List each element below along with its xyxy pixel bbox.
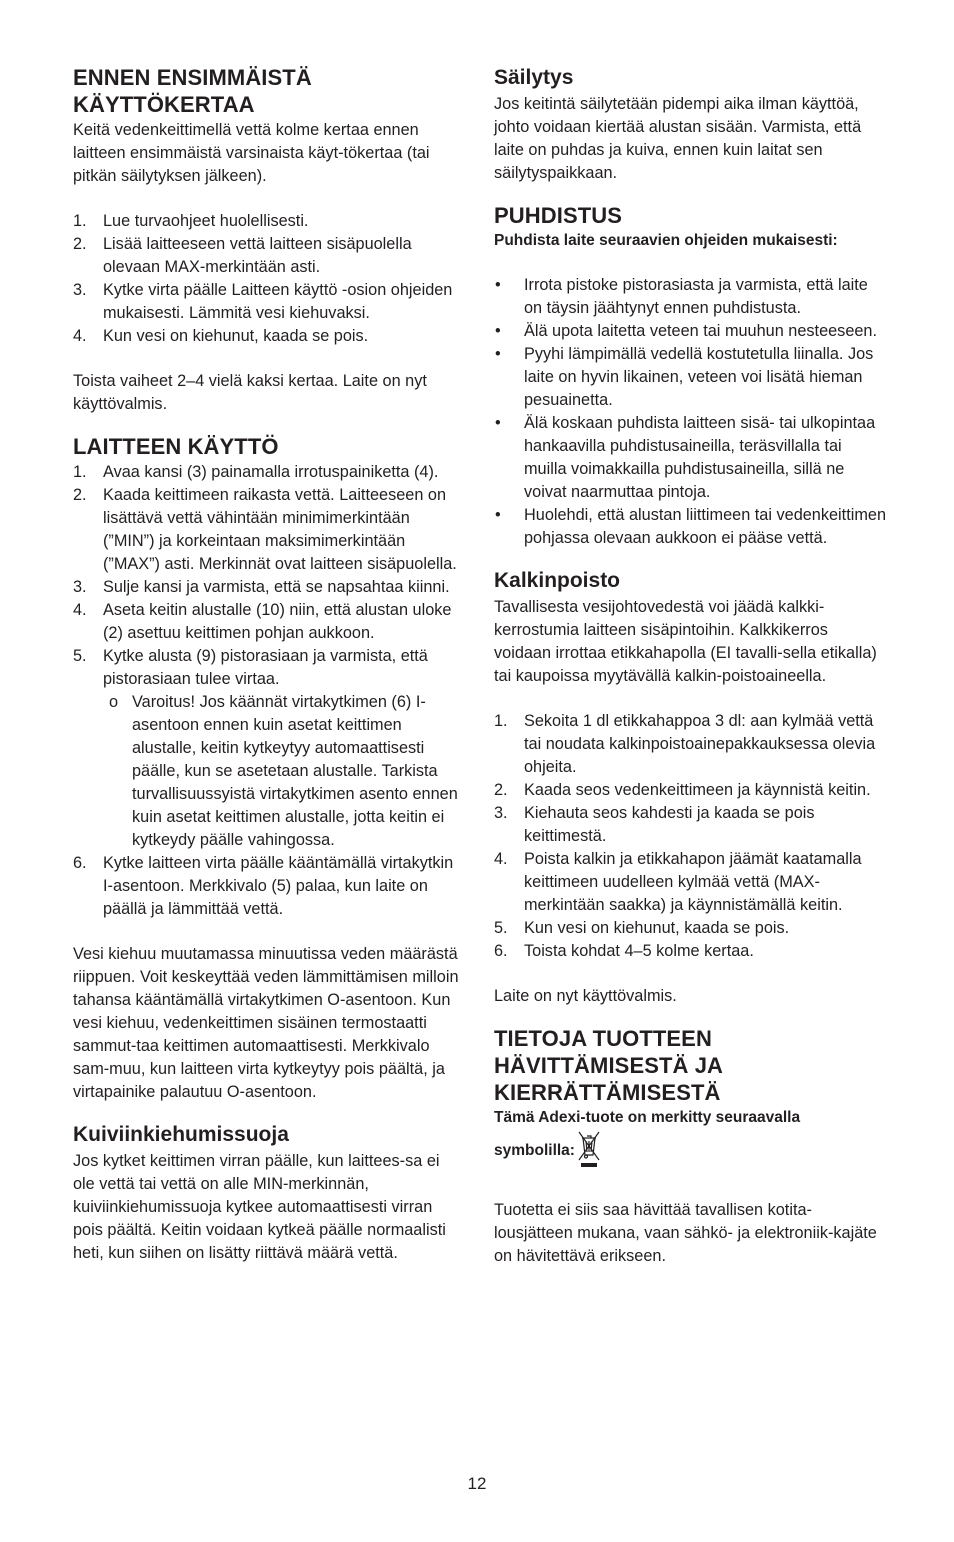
item-text: Kun vesi on kiehunut, kaada se pois. — [103, 327, 369, 345]
item-text: Avaa kansi (3) painamalla irrotuspainiketta (4). — [103, 463, 439, 481]
dry-boil-text: Jos kytket keittimen virran päälle, kun laittees-sa ei ole vettä tai vettä on alle MIN-merkinnän, kuiviinkiehumissuoja kytkee automaattisesti virran pois päältä. Keitin voidaan kytkeä päälle normaalisti heti, kun siihen on lisätty riittävä määrä vettä. — [73, 1152, 446, 1262]
item-number: 1. — [494, 712, 508, 730]
warning-sublist — [103, 691, 463, 852]
sub-bullet: o — [109, 693, 119, 711]
bullet: • — [495, 345, 501, 363]
item-text: Kytke alusta (9) pistorasiaan ja varmista, että pistorasiaan tulee virtaa. — [103, 647, 428, 688]
lead-line: Tämä Adexi-tuote on merkitty seuraavalla — [494, 1109, 801, 1126]
list-item — [73, 852, 463, 921]
item-text: Kiehauta seos kahdesti ja kaada se pois keittimestä. — [524, 804, 815, 845]
page-number: 12 — [467, 1474, 487, 1493]
warning-item — [103, 691, 463, 852]
list-item — [494, 848, 886, 917]
item-number: 3. — [73, 578, 87, 596]
bullet: • — [495, 276, 501, 294]
list-item — [494, 343, 886, 412]
disposal-text: Tuotetta ei siis saa hävittää tavallisen kotita-lousjätteen mukana, vaan sähkö- ja elektroniik-kajäte on hävitettävä erikseen. — [494, 1201, 877, 1265]
item-text: Irrota pistoke pistorasiasta ja varmista, että laite on täysin jäähtynyt ennen puhdistusta. — [524, 276, 868, 317]
item-text: Huolehdi, että alustan liittimeen tai vedenkeittimen pohjassa olevaan aukkoon ei pääse vettä. — [524, 506, 887, 547]
lead-text: symbolilla: — [494, 1142, 575, 1159]
list-item — [73, 233, 463, 279]
item-number: 2. — [73, 486, 87, 504]
left-column — [73, 64, 463, 1265]
item-number: 1. — [73, 463, 87, 481]
item-text: Toista kohdat 4–5 kolme kertaa. — [524, 942, 754, 960]
item-text: Sulje kansi ja varmista, että se napsahtaa kiinni. — [103, 578, 450, 596]
disposal-lead — [494, 1107, 886, 1176]
list-item — [494, 274, 886, 320]
item-number: 4. — [73, 327, 87, 345]
list-item — [73, 325, 463, 348]
item-number: 2. — [73, 235, 87, 253]
descaling-outro: Laite on nyt käyttövalmis. — [494, 987, 677, 1005]
item-number: 3. — [494, 804, 508, 822]
list-item — [73, 484, 463, 576]
list-item — [73, 461, 463, 484]
item-text: Kytke laitteen virta päälle kääntämällä virtakytkin I-asentoon. Merkkivalo (5) palaa, kun laite on päällä ja lämmittää vettä. — [103, 854, 454, 918]
first-use-intro: Keitä vedenkeittimellä vettä kolme kertaa ennen laitteen ensimmäistä varsinaista käyt-tökertaa (tai pitkän säilytyksen jälkeen). — [73, 121, 430, 185]
item-number: 4. — [494, 850, 508, 868]
section-title-dry-boil: Kuiviinkiehumissuoja — [73, 1123, 289, 1146]
list-item — [494, 940, 886, 963]
usage-paragraph: Vesi kiehuu muutamassa minuutissa veden määrästä riippuen. Voit keskeyttää veden lämmittämisen milloin tahansa kääntämällä virtakytkimen O-asentoon. Kun vesi kiehuu, vedenkeittimen sisäinen termostaatti sammut-taa keittimen automaattisesti. Merkkivalo sam-muu, kun laitteen virta kytkeytyy pois päältä, ja virtapainike palautuu O-asentoon. — [73, 945, 459, 1101]
title-line: HÄVITTÄMISESTÄ JA — [494, 1053, 724, 1078]
list-item — [73, 645, 463, 852]
item-text: Kaada keittimeen raikasta vettä. Laitteeseen on lisättävä vettä vähintään minimimerkintään (”MIN”) ja korkeintaan maksimimerkintään (”MAX”) asti. Merkinnät ovat laitteen sisäpuolella. — [103, 486, 457, 573]
item-number: 3. — [73, 281, 87, 299]
title-line: KIERRÄTTÄMISESTÄ — [494, 1080, 721, 1105]
right-column — [494, 64, 886, 1268]
first-use-outro: Toista vaiheet 2–4 vielä kaksi kertaa. Laite on nyt käyttövalmis. — [73, 372, 427, 413]
item-text: Lisää laitteeseen vettä laitteen sisäpuolella olevaan MAX-merkintään asti. — [103, 235, 412, 276]
lead-line — [494, 1129, 886, 1176]
descaling-intro: Tavallisesta vesijohtovedestä voi jäädä kalkki-kerrostumia laitteen sisäpintoihin. Kalkkikerros voidaan irrottaa etikkahapolla (EI tavalli-sella etikalla) tai kaupoissa myytävällä kalkin-poistoaineella. — [494, 598, 877, 685]
item-number: 5. — [494, 919, 508, 937]
list-item — [494, 412, 886, 504]
list-item — [494, 504, 886, 550]
bullet: • — [495, 506, 501, 524]
list-item — [494, 710, 886, 779]
item-text: Lue turvaohjeet huolellisesti. — [103, 212, 309, 230]
bullet: • — [495, 414, 501, 432]
item-number: 6. — [73, 854, 87, 872]
item-text: Kytke virta päälle Laitteen käyttö -osion ohjeiden mukaisesti. Lämmitä vesi kiehuvaksi. — [103, 281, 453, 322]
list-item — [73, 576, 463, 599]
title-line: ENNEN ENSIMMÄISTÄ — [73, 65, 312, 90]
list-item — [73, 210, 463, 233]
section-title-descaling: Kalkinpoisto — [494, 569, 621, 592]
first-use-steps — [73, 210, 463, 348]
item-text: Aseta keitin alustalle (10) niin, että alustan uloke (2) asettuu keittimen pohjan aukkoon. — [103, 601, 452, 642]
list-item — [494, 320, 886, 343]
item-number: 5. — [73, 647, 87, 665]
item-number: 2. — [494, 781, 508, 799]
item-text: Kun vesi on kiehunut, kaada se pois. — [524, 919, 790, 937]
item-text: Sekoita 1 dl etikkahappoa 3 dl: aan kylmää vettä tai noudata kalkinpoistoainepakkauksessa olevia ohjeita. — [524, 712, 876, 776]
list-item — [73, 599, 463, 645]
item-text: Pyyhi lämpimällä vedellä kostutetulla liinalla. Jos laite on hyvin likainen, veteen voi lisätä hieman pesuainetta. — [524, 345, 874, 409]
section-title-disposal — [494, 1025, 886, 1106]
item-number: 6. — [494, 942, 508, 960]
storage-text: Jos keitintä säilytetään pidempi aika ilman käyttöä, johto voidaan kiertää alustan sisään. Varmista, että laite on puhdas ja kuiva, ennen kuin laitat sen säilytyspaikkaan. — [494, 95, 862, 182]
item-text: Älä koskaan puhdista laitteen sisä- tai ulkopintaa hankaavilla puhdistusaineilla, teräsvillalla tai muilla voimakkailla puhdistusaineilla, sillä ne voivat naarmuttaa pintoja. — [524, 414, 876, 501]
item-number: 1. — [73, 212, 87, 230]
list-item — [494, 802, 886, 848]
section-title-usage: LAITTEEN KÄYTTÖ — [73, 434, 279, 459]
warning-text: Varoitus! Jos käännät virtakytkimen (6) I-asentoon ennen kuin asetat keittimen alustalle, keitin kytkeytyy automaattisesti päälle, kun se asetetaan alustalle. Tarkista turvallisuussyistä virtakytkimen asento ennen kuin asetat keittimen alustalle, jotta keitin ei kytkeydy päälle vahingossa. — [132, 693, 458, 849]
section-title-cleaning: PUHDISTUS — [494, 203, 623, 228]
item-text: Kaada seos vedenkeittimeen ja käynnistä keitin. — [524, 781, 871, 799]
item-text: Poista kalkin ja etikkahapon jäämät kaatamalla keittimeen uudelleen kylmää vettä (MAX-merkintään saakka) ja käynnistämällä keitin. — [524, 850, 862, 914]
crossed-out-wheelie-bin-icon — [577, 1129, 601, 1176]
item-text: Älä upota laitetta veteen tai muuhun nesteeseen. — [524, 322, 878, 340]
section-title-storage: Säilytys — [494, 66, 574, 89]
title-line: KÄYTTÖKERTAA — [73, 92, 255, 117]
list-item — [494, 779, 886, 802]
section-title-first-use — [73, 64, 463, 118]
cleaning-list — [494, 274, 886, 550]
list-item — [73, 279, 463, 325]
descaling-steps — [494, 710, 886, 963]
item-number: 4. — [73, 601, 87, 619]
cleaning-lead: Puhdista laite seuraavien ohjeiden mukaisesti: — [494, 232, 838, 249]
bullet: • — [495, 322, 501, 340]
title-line: TIETOJA TUOTTEEN — [494, 1026, 712, 1051]
usage-steps — [73, 461, 463, 921]
list-item — [494, 917, 886, 940]
